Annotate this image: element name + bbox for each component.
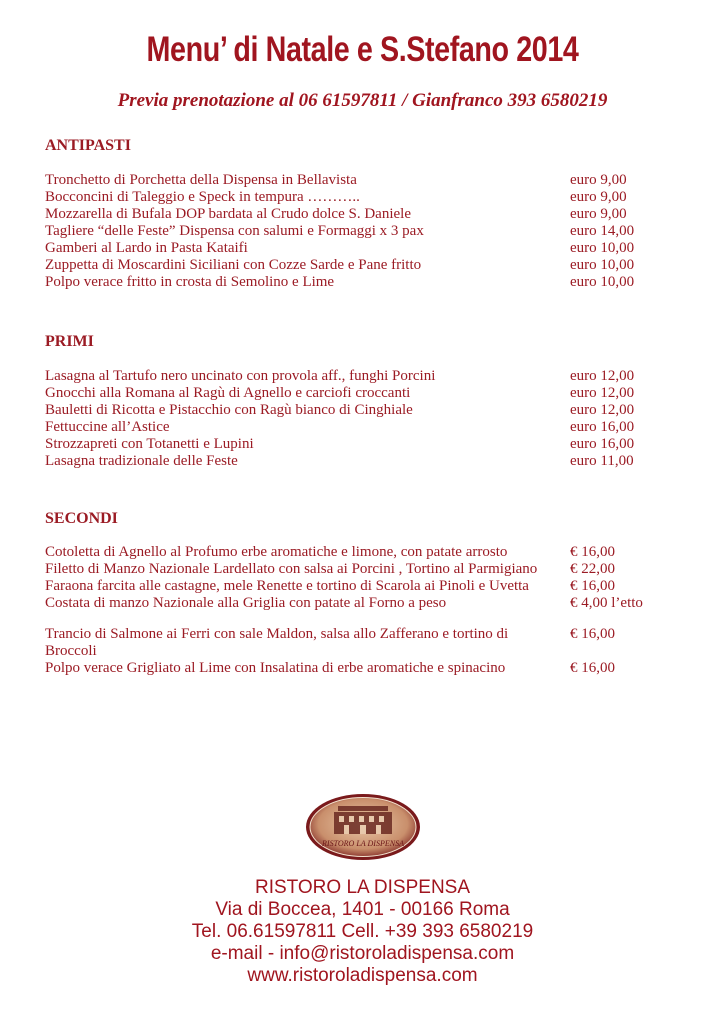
antipasti-list	[45, 172, 665, 291]
menu-item	[45, 453, 665, 470]
item-name: Lasagna al Tartufo nero uncinato con provola aff., funghi Porcini	[45, 368, 436, 384]
primi-list	[45, 368, 665, 470]
section-title-secondi: SECONDI	[45, 510, 118, 527]
item-price: euro 10,00	[570, 240, 635, 256]
menu-item	[45, 626, 665, 660]
restaurant-email: e-mail - info@ristoroladispensa.com	[210, 943, 515, 964]
item-name: Strozzapreti con Totanetti e Lupini	[45, 436, 254, 452]
item-price: euro 12,00	[570, 385, 635, 401]
menu-title: Menu’ di Natale e S.Stefano 2014	[146, 30, 579, 69]
item-name: Gnocchi alla Romana al Ragù di Agnello e carciofi croccanti	[45, 385, 411, 401]
item-price: euro 10,00	[570, 257, 635, 273]
restaurant-phone: Tel. 06.61597811 Cell. +39 393 6580219	[191, 921, 534, 942]
menu-item	[45, 385, 665, 402]
menu-item	[45, 544, 665, 561]
item-price: euro 10,00	[570, 274, 635, 290]
reservation-subtitle: Previa prenotazione al 06 61597811 / Gianfranco 393 6580219	[117, 90, 608, 111]
building-icon	[334, 806, 392, 834]
item-price: € 16,00	[570, 578, 615, 594]
item-price: euro 16,00	[570, 419, 635, 435]
menu-item	[45, 206, 665, 223]
item-price: euro 9,00	[570, 189, 627, 205]
item-price: euro 12,00	[570, 402, 635, 418]
item-name: Trancio di Salmone ai Ferri con sale Maldon, salsa allo Zafferano e tortino di Broccoli	[45, 626, 509, 659]
item-name: Bocconcini di Taleggio e Speck in tempura ………..	[45, 189, 360, 205]
item-name: Zuppetta di Moscardini Siciliani con Cozze Sarde e Pane fritto	[45, 257, 422, 273]
item-price: euro 9,00	[570, 206, 627, 222]
menu-item	[45, 578, 665, 595]
item-price: euro 12,00	[570, 368, 635, 384]
item-price: € 16,00	[570, 660, 615, 676]
menu-item	[45, 419, 665, 436]
item-price: € 16,00	[570, 626, 615, 642]
item-price: euro 11,00	[570, 453, 634, 469]
item-name: Bauletti di Ricotta e Pistacchio con Ragù bianco di Cinghiale	[45, 402, 413, 418]
item-name: Polpo verace fritto in crosta di Semolino e Lime	[45, 274, 335, 290]
menu-item	[45, 223, 665, 240]
item-name: Filetto di Manzo Nazionale Lardellato con salsa ai Porcini , Tortino al Parmigiano	[45, 561, 538, 577]
menu-item	[45, 436, 665, 453]
item-name: Costata di manzo Nazionale alla Griglia con patate al Forno a peso	[45, 595, 447, 611]
menu-item	[45, 172, 665, 189]
restaurant-website: www.ristoroladispensa.com	[247, 965, 478, 986]
item-name: Lasagna tradizionale delle Feste	[45, 453, 238, 469]
menu-item	[45, 595, 665, 612]
item-name: Polpo verace Grigliato al Lime con Insalatina di erbe aromatiche e spinacino	[45, 660, 506, 676]
item-price: euro 14,00	[570, 223, 635, 239]
menu-item	[45, 240, 665, 257]
menu-item	[45, 660, 665, 677]
item-name: Fettuccine all’Astice	[45, 419, 170, 435]
item-name: Tagliere “delle Feste” Dispensa con salumi e Formaggi x 3 pax	[45, 223, 424, 239]
item-price: € 4,00 l’etto	[570, 595, 643, 611]
item-price: € 22,00	[570, 561, 615, 577]
menu-item	[45, 561, 665, 578]
item-price: euro 9,00	[570, 172, 627, 188]
item-price: € 16,00	[570, 544, 615, 560]
item-price: euro 16,00	[570, 436, 635, 452]
menu-item	[45, 402, 665, 419]
logo-text: RISTORO LA DISPENSA	[322, 839, 404, 848]
footer-contacts	[0, 877, 725, 987]
item-name: Gamberi al Lardo in Pasta Kataifi	[45, 240, 248, 256]
secondi-list	[45, 544, 665, 677]
menu-item	[45, 257, 665, 274]
menu-item	[45, 274, 665, 291]
item-name: Tronchetto di Porchetta della Dispensa in Bellavista	[45, 172, 357, 188]
restaurant-address: Via di Boccea, 1401 - 00166 Roma	[215, 899, 510, 920]
restaurant-logo	[304, 792, 422, 862]
menu-item	[45, 189, 665, 206]
item-name: Faraona farcita alle castagne, mele Renette e tortino di Scarola ai Pinoli e Uvetta	[45, 578, 529, 594]
item-name: Cotoletta di Agnello al Profumo erbe aromatiche e limone, con patate arrosto	[45, 544, 508, 560]
item-name: Mozzarella di Bufala DOP bardata al Crudo dolce S. Daniele	[45, 206, 411, 222]
section-title-antipasti: ANTIPASTI	[45, 137, 131, 154]
restaurant-name: RISTORO LA DISPENSA	[254, 877, 471, 898]
menu-item	[45, 368, 665, 385]
section-title-primi: PRIMI	[45, 333, 94, 350]
